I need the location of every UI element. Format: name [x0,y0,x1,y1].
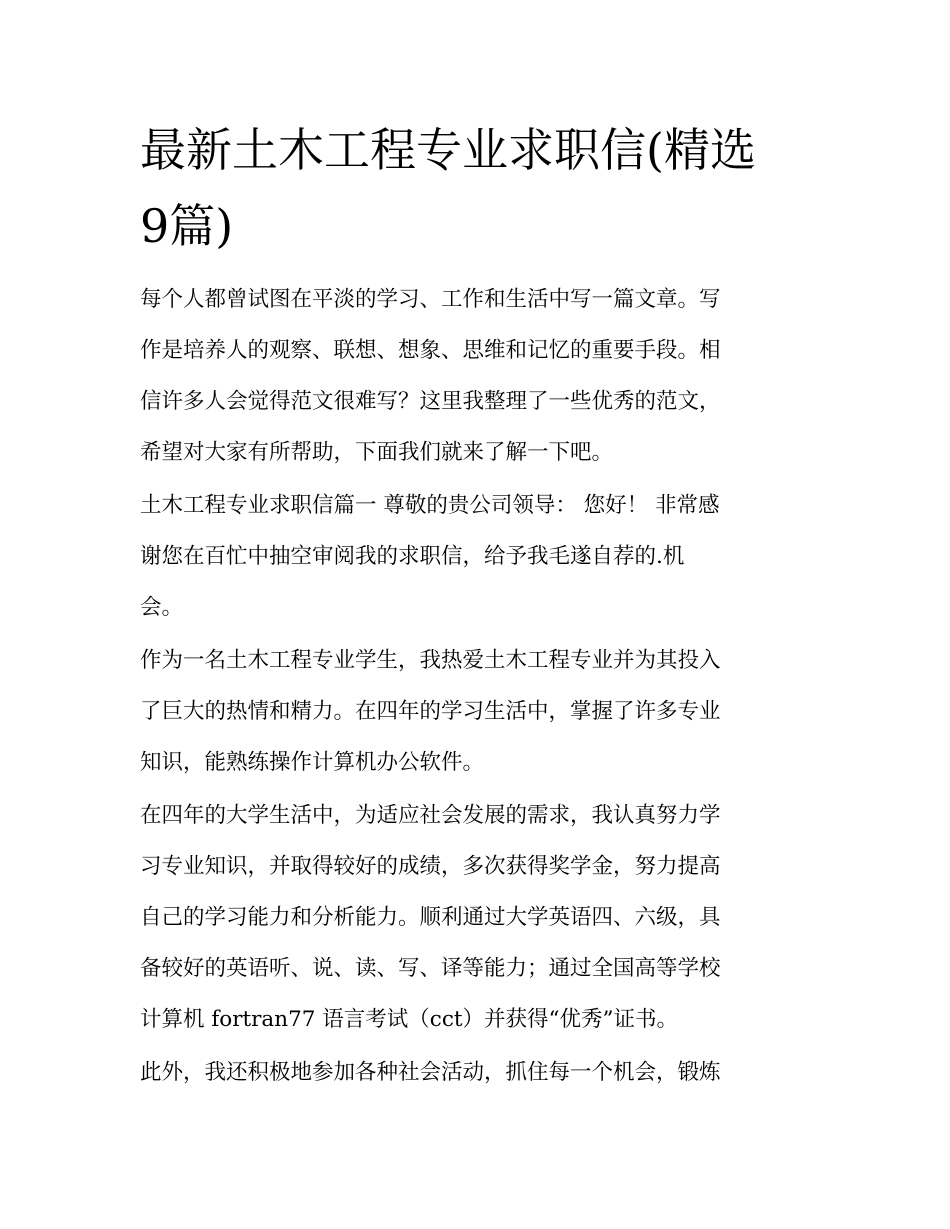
paragraph-intro: 每个人都曾试图在平淡的学习、工作和生活中写一篇文章。写 作是培养人的观察、联想、想象、思维和记忆的重要手段。相 信许多人会觉得范文很难写？这里我整理了一些优秀的范文， 希望对大家有所帮助，下面我们就来了解一下吧。 [140,287,721,465]
paragraph-greeting: 土木工程专业求职信篇一 尊敬的贵公司领导： 您好！ 非常感 谢您在百忙中抽空审阅我的求职信，给予我毛遂自荐的.机 会。 [140,493,720,620]
paragraph-major: 作为一名土木工程专业学生，我热爱土木工程专业并为其投入 了巨大的热情和精力。在四年的学习生活中，掌握了许多专业 知识，能熟练操作计算机办公软件。 [140,648,721,775]
paragraph-study: 在四年的大学生活中，为适应社会发展的需求，我认真努力学 习专业知识，并取得较好的成绩，多次获得奖学金，努力提高 自己的学习能力和分析能力。顺利通过大学英语四、六级，具 备较好的英语听、说、读、写、译等能力；通过全国高等学校 计算机 fortran77 语言考试（cct）并获得“优秀”证书。 [140,803,721,1032]
paragraph-activities: 此外，我还积极地参加各种社会活动，抓住每一个机会，锻炼 [140,1060,721,1085]
document-body [140,274,820,1100]
document-title: 最新土木工程专业求职信(精选 9篇) [140,123,756,253]
